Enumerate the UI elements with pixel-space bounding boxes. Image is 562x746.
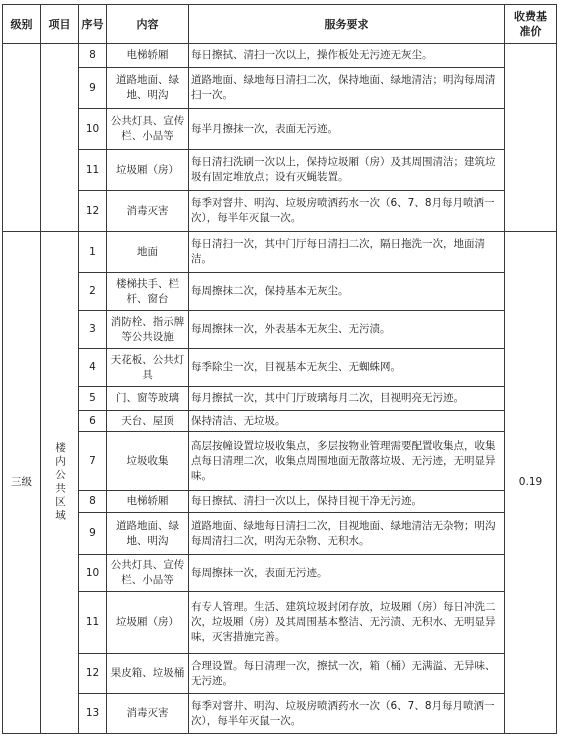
table-row bbox=[3, 654, 557, 694]
row-number: 1 bbox=[79, 232, 107, 273]
row-content: 道路地面、绿地、明沟 bbox=[107, 513, 189, 555]
row-requirement: 每半月擦抹一次，表面无污迹。 bbox=[189, 109, 505, 150]
table-row bbox=[3, 44, 557, 68]
row-requirement: 每日擦拭、清扫一次以上，保持目视干净无污迹。 bbox=[189, 491, 505, 513]
row-number: 12 bbox=[79, 191, 107, 232]
row-requirement: 每月擦拭一次，其中门厅玻璃每月二次，目视明亮无污迹。 bbox=[189, 387, 505, 411]
table-row bbox=[3, 311, 557, 349]
row-content: 电梯轿厢 bbox=[107, 491, 189, 513]
row-number: 9 bbox=[79, 68, 107, 109]
row-requirement: 有专人管理。生活、建筑垃圾封闭存放，垃圾厢（房）每日冲洗二次，垃圾厢（房）及其周围基本整洁、无污渍、无积水、无明显异味，灭害措施完善。 bbox=[189, 592, 505, 654]
row-content: 消毒灭害 bbox=[107, 191, 189, 232]
upper-project-cell bbox=[41, 44, 79, 232]
row-requirement: 道路地面、绿地每日清扫二次，目视地面、绿地清洁无杂物；明沟每周清扫二次，明沟无杂物、无积水。 bbox=[189, 513, 505, 555]
row-requirement: 每周擦抹一次，外表基本无灰尘、无污渍。 bbox=[189, 311, 505, 349]
row-number: 6 bbox=[79, 411, 107, 432]
row-requirement: 每周擦抹一次，表面无污迹。 bbox=[189, 555, 505, 592]
project-cell bbox=[41, 232, 79, 734]
row-requirement: 每季对窨井、明沟、垃圾房喷洒药水一次（6、7、8月每月喷洒一次），每半年灭鼠一次。 bbox=[189, 191, 505, 232]
row-requirement: 每日清扫洗刷一次以上，保持垃圾厢（房）及其周围清洁；建筑垃圾有固定堆放点；设有灭蝇装置。 bbox=[189, 150, 505, 191]
row-number: 3 bbox=[79, 311, 107, 349]
header-price: 收费基准价 bbox=[505, 5, 557, 44]
row-content: 垃圾厢（房） bbox=[107, 592, 189, 654]
price-cell: 0.19 bbox=[505, 232, 557, 734]
table-row bbox=[3, 387, 557, 411]
header-row bbox=[3, 5, 557, 44]
row-content: 天台、屋顶 bbox=[107, 411, 189, 432]
row-number: 4 bbox=[79, 349, 107, 387]
upper-level-cell bbox=[3, 44, 41, 232]
table-row bbox=[3, 349, 557, 387]
row-requirement: 高层按幢设置垃圾收集点，多层按物业管理需要配置收集点，收集点每日清理二次，收集点周围地面无散落垃圾、无污迹，无明显异味。 bbox=[189, 432, 505, 491]
row-content: 地面 bbox=[107, 232, 189, 273]
row-number: 7 bbox=[79, 432, 107, 491]
row-requirement: 每季除尘一次，目视基本无灰尘、无蜘蛛网。 bbox=[189, 349, 505, 387]
table-row bbox=[3, 109, 557, 150]
row-content: 垃圾收集 bbox=[107, 432, 189, 491]
table-row bbox=[3, 150, 557, 191]
row-number: 12 bbox=[79, 654, 107, 694]
row-requirement: 道路地面、绿地每日清扫二次，保持地面、绿地清洁；明沟每周清扫一次。 bbox=[189, 68, 505, 109]
row-content: 天花板、公共灯具 bbox=[107, 349, 189, 387]
row-requirement: 保持清洁、无垃圾。 bbox=[189, 411, 505, 432]
row-requirement: 每日清扫一次，其中门厅每日清扫二次，隔日拖洗一次，地面清洁。 bbox=[189, 232, 505, 273]
row-content: 垃圾厢（房） bbox=[107, 150, 189, 191]
row-content: 公共灯具、宣传栏、小品等 bbox=[107, 555, 189, 592]
service-standard-table bbox=[2, 4, 557, 734]
level-cell: 三级 bbox=[3, 232, 41, 734]
header-number: 序号 bbox=[79, 5, 107, 44]
row-number: 13 bbox=[79, 694, 107, 734]
row-number: 11 bbox=[79, 150, 107, 191]
row-content: 楼梯扶手、栏杆、窗台 bbox=[107, 273, 189, 311]
row-number: 11 bbox=[79, 592, 107, 654]
row-number: 5 bbox=[79, 387, 107, 411]
row-content: 道路地面、绿地、明沟 bbox=[107, 68, 189, 109]
row-content: 消防栓、指示牌等公共设施 bbox=[107, 311, 189, 349]
table-row bbox=[3, 491, 557, 513]
row-requirement: 每周擦抹二次，保持基本无灰尘。 bbox=[189, 273, 505, 311]
table-row bbox=[3, 513, 557, 555]
row-number: 8 bbox=[79, 44, 107, 68]
row-number: 8 bbox=[79, 491, 107, 513]
header-level: 级别 bbox=[3, 5, 41, 44]
table-row bbox=[3, 592, 557, 654]
table-row bbox=[3, 555, 557, 592]
header-requirement: 服务要求 bbox=[189, 5, 505, 44]
row-number: 9 bbox=[79, 513, 107, 555]
row-content: 消毒灭害 bbox=[107, 694, 189, 734]
row-requirement: 每季对窨井、明沟、垃圾房喷洒药水一次（6、7、8月每月喷洒一次），每半年灭鼠一次。 bbox=[189, 694, 505, 734]
table-row bbox=[3, 191, 557, 232]
header-project: 项目 bbox=[41, 5, 79, 44]
table-row bbox=[3, 273, 557, 311]
row-number: 2 bbox=[79, 273, 107, 311]
header-content: 内容 bbox=[107, 5, 189, 44]
row-requirement: 每日擦拭、清扫一次以上，操作板处无污迹无灰尘。 bbox=[189, 44, 505, 68]
table-row bbox=[3, 232, 557, 273]
row-requirement: 合理设置。每日清理一次，擦拭一次，箱（桶）无满溢、无异味、无污迹。 bbox=[189, 654, 505, 694]
table-row bbox=[3, 432, 557, 491]
row-number: 10 bbox=[79, 109, 107, 150]
table-row bbox=[3, 411, 557, 432]
row-content: 门、窗等玻璃 bbox=[107, 387, 189, 411]
row-content: 电梯轿厢 bbox=[107, 44, 189, 68]
table-row bbox=[3, 694, 557, 734]
table-row bbox=[3, 68, 557, 109]
upper-price-cell bbox=[505, 44, 557, 232]
row-number: 10 bbox=[79, 555, 107, 592]
row-content: 果皮箱、垃圾桶 bbox=[107, 654, 189, 694]
row-content: 公共灯具、宣传栏、小品等 bbox=[107, 109, 189, 150]
project-label: 楼内公共区域 bbox=[54, 442, 66, 523]
